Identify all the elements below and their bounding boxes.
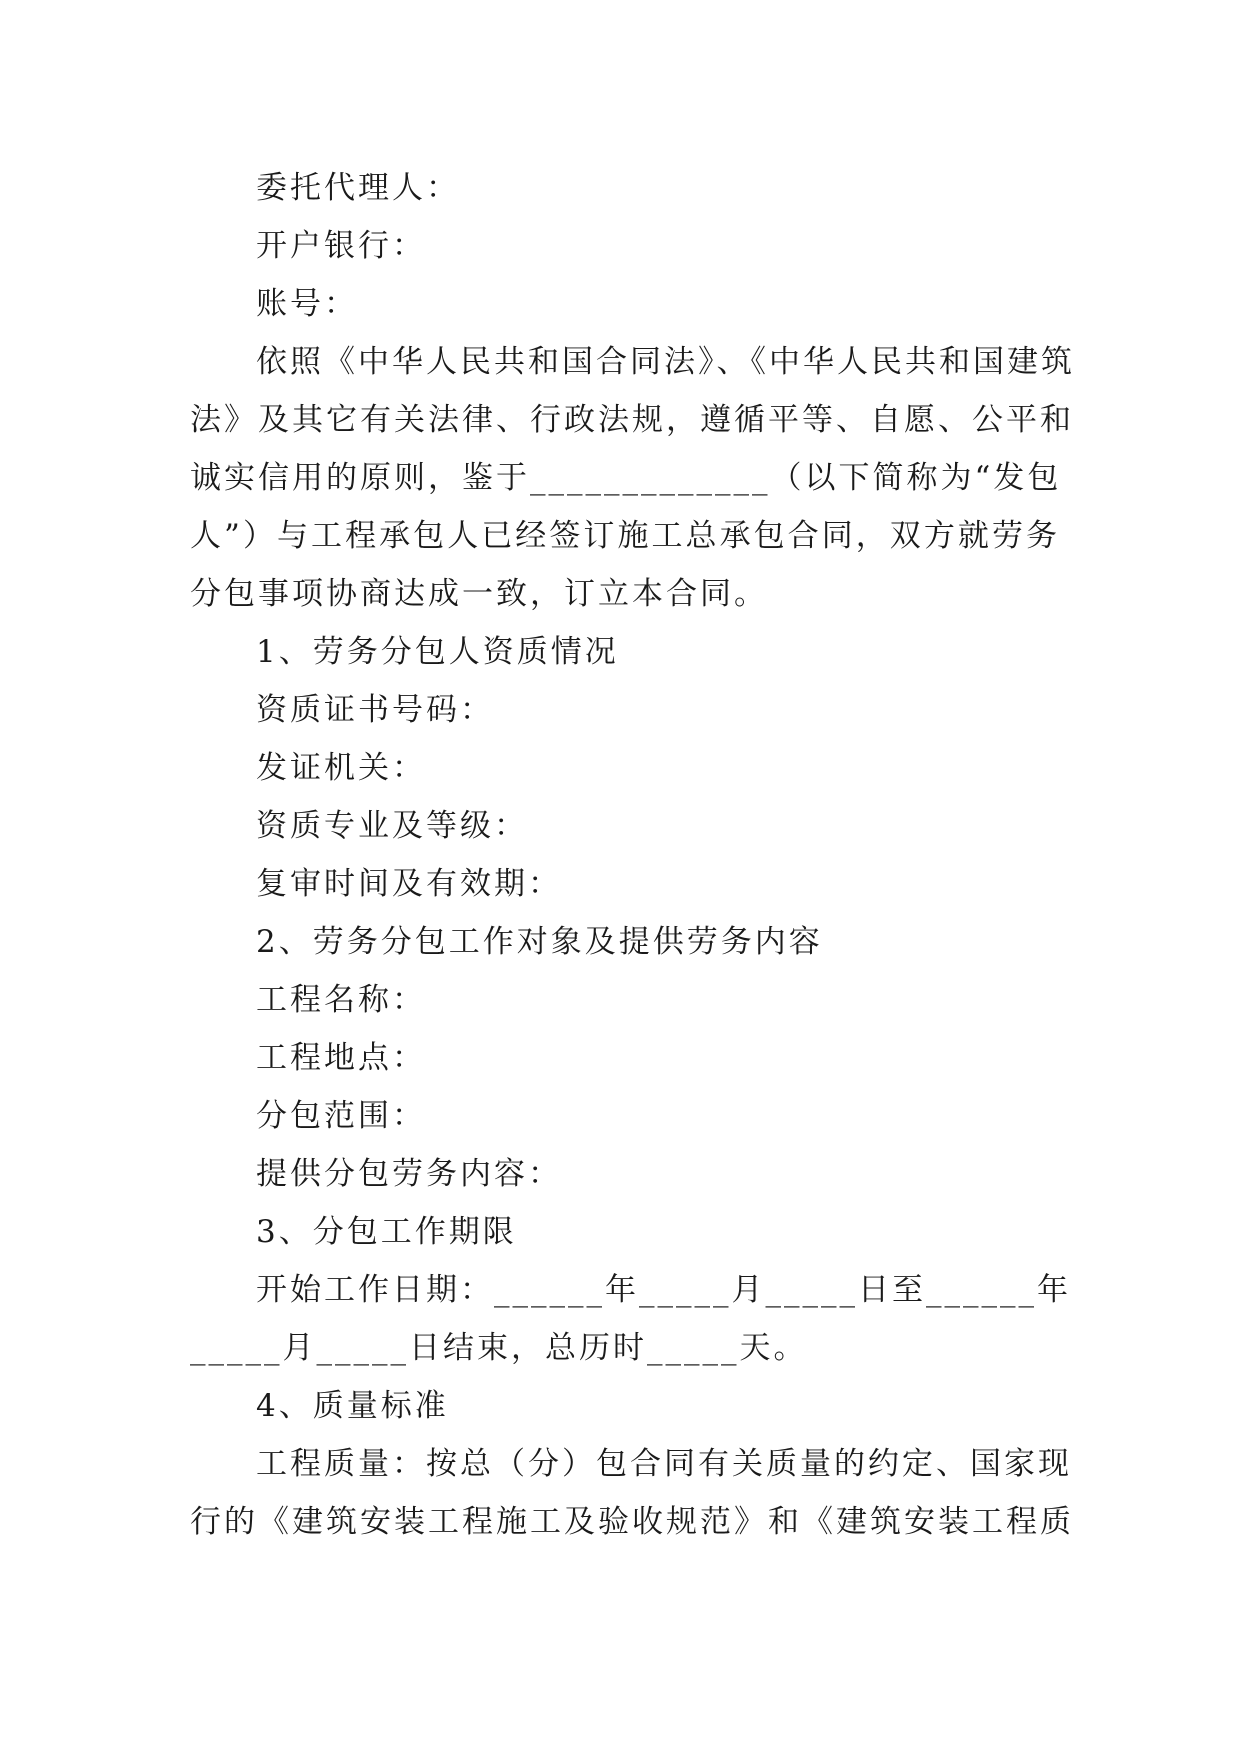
text-line-project-location: 工程地点： (256, 1040, 426, 1076)
text-line-cert-number: 资质证书号码： (256, 692, 494, 728)
text-line-qualification-level: 资质专业及等级： (256, 808, 528, 844)
paragraph-intro-line-1: 依照《中华人民共和国合同法》、《中华人民共和国建筑 (256, 344, 1075, 380)
text-line-project-name: 工程名称： (256, 982, 426, 1018)
text-line-bank: 开户银行： (256, 228, 426, 264)
section-heading-1: 1、劳务分包人资质情况 (256, 634, 619, 670)
paragraph-intro-line-5: 分包事项协商达成一致，订立本合同。 (190, 576, 768, 612)
text-line-labor-content: 提供分包劳务内容： (256, 1156, 562, 1192)
text-line-issuer: 发证机关： (256, 750, 426, 786)
paragraph-intro-line-3: 诚实信用的原则，鉴于_____________（以下简称为“发包 (190, 460, 1062, 496)
text-line-subcontract-scope: 分包范围： (256, 1098, 426, 1134)
section-heading-4: 4、质量标准 (256, 1388, 449, 1424)
paragraph-quality-line-1: 工程质量：按总（分）包合同有关质量的约定、国家现 (256, 1446, 1072, 1482)
section-heading-2: 2、劳务分包工作对象及提供劳务内容 (256, 924, 823, 960)
paragraph-intro-line-4: 人”）与工程承包人已经签订施工总承包合同，双方就劳务 (190, 518, 1060, 554)
text-line-end-date: _____月_____日结束，总历时_____天。 (190, 1330, 808, 1366)
text-line-review-validity: 复审时间及有效期： (256, 866, 562, 902)
paragraph-intro-line-2: 法》及其它有关法律、行政法规，遵循平等、自愿、公平和 (190, 402, 1074, 438)
paragraph-quality-line-2: 行的《建筑安装工程施工及验收规范》和《建筑安装工程质 (190, 1504, 1074, 1540)
section-heading-3: 3、分包工作期限 (256, 1214, 517, 1250)
text-line-start-date: 开始工作日期：______年_____月_____日至______年 (256, 1272, 1071, 1308)
text-line-account: 账号： (256, 286, 358, 322)
text-line-agent: 委托代理人： (256, 170, 460, 206)
